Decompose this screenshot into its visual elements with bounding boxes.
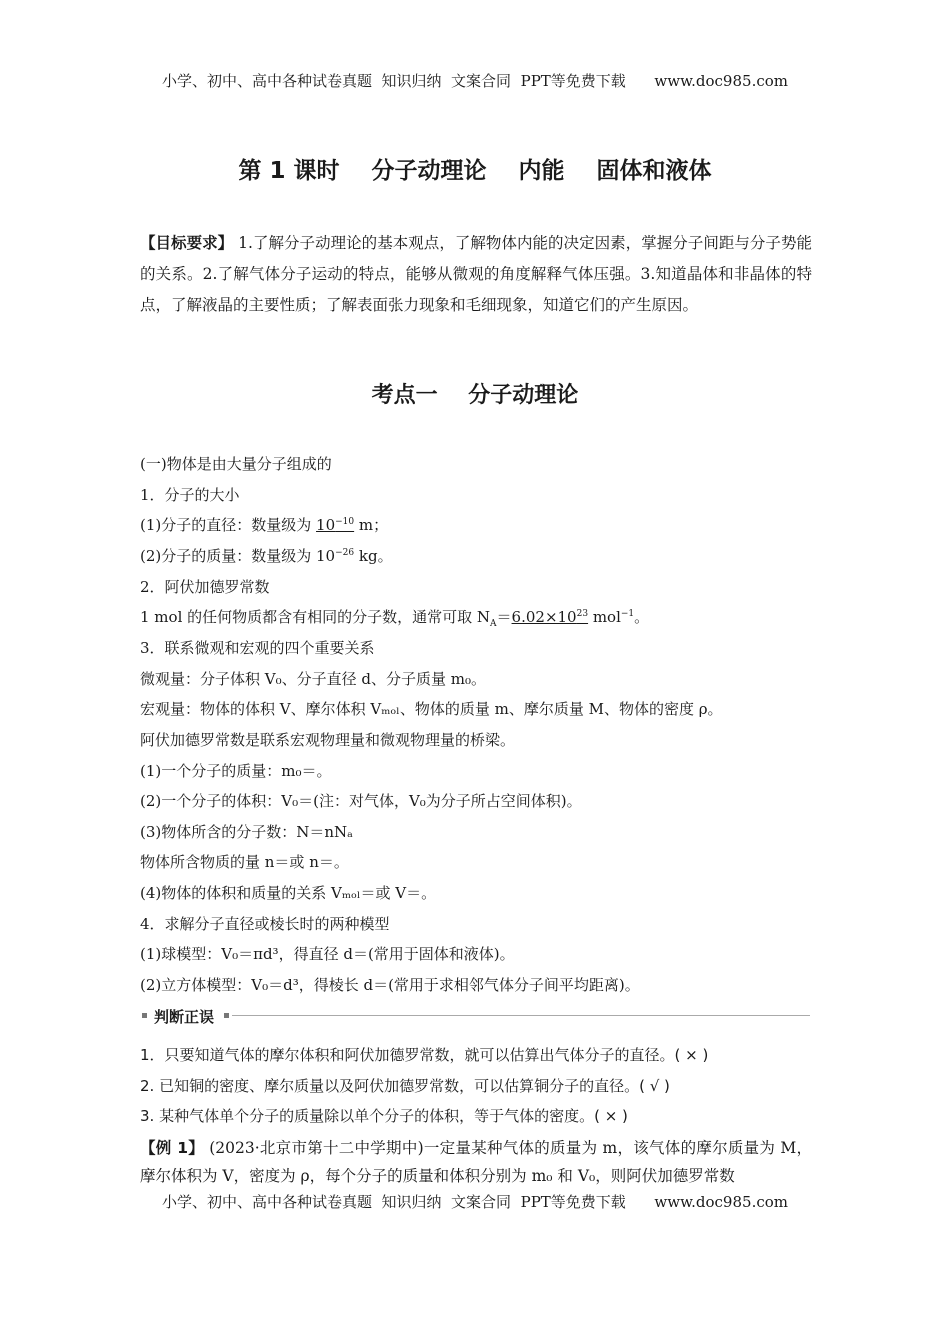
- text-line: 2．阿伏加德罗常数: [140, 578, 270, 596]
- text-line: 微观量：分子体积 V₀、分子直径 d、分子质量 m₀。: [140, 670, 486, 688]
- judge-item: 2. 已知铜的密度、摩尔质量以及阿伏加德罗常数，可以估算铜分子的直径。( √ ): [140, 1077, 670, 1095]
- example-1: [140, 1134, 812, 1190]
- example-text: (2023·北京市第十二中学期中)一定量某种气体的质量为 m，该气体的摩尔质量为 M，摩尔体积为 V，密度为 ρ，每个分子的质量和体积分别为 m₀ 和 V₀，则阿伏加德罗常数: [140, 1139, 812, 1185]
- goals-label: 【目标要求】: [140, 234, 234, 252]
- text-line: 阿伏加德罗常数是联系宏观物理量和微观物理量的桥梁。: [140, 731, 516, 749]
- learning-goals: [140, 228, 812, 321]
- text-line: (2)一个分子的体积：V₀＝(注：对气体，V₀为分子所占空间体积)。: [140, 792, 582, 810]
- lesson-title: 第 1 课时 分子动理论 内能 固体和液体: [238, 158, 712, 184]
- text-line: (1)分子的直径：数量级为 $10^{-10}$ m；: [140, 516, 389, 534]
- divider: [232, 1015, 810, 1016]
- text-line: (一)物体是由大量分子组成的: [140, 455, 332, 473]
- goals-text: 1.了解分子动理论的基本观点，了解物体内能的决定因素，掌握分子间距与分子势能的关系。2.了解气体分子运动的特点，能够从微观的角度解释气体压强。3.知道晶体和非晶体的特点，了解液晶的主要性质；了解表面张力现象和毛细现象，知道它们的产生原因。: [140, 234, 812, 314]
- page-footer: 小学、初中、高中各种试卷真题 知识归纳 文案合同 PPT等免费下载 www.doc985.com: [161, 1193, 788, 1211]
- text-line: 4．求解分子直径或棱长时的两种模型: [140, 915, 390, 933]
- text-line: (1)一个分子的质量：m₀＝。: [140, 762, 332, 780]
- answer-blank: $6.02\times 10^{23}$: [511, 608, 589, 626]
- section-title: 考点一 分子动理论: [371, 383, 579, 408]
- example-label: 【例 1】: [140, 1139, 205, 1157]
- text-line: 3．联系微观和宏观的四个重要关系: [140, 639, 375, 657]
- text-line: 1 mol 的任何物质都含有相同的分子数，通常可取 $N_A=6.02\times 10^{23}$ mol$^{-1}$。: [140, 608, 650, 629]
- judge-item: 3. 某种气体单个分子的质量除以单个分子的体积，等于气体的密度。( × ): [140, 1107, 628, 1125]
- text-line: 1．分子的大小: [140, 486, 240, 504]
- judge-header: [140, 1006, 810, 1026]
- text-line: (3)物体所含的分子数：N＝nNₐ: [140, 823, 353, 841]
- text-line: (4)物体的体积和质量的关系 Vₘₒₗ＝或 V＝。: [140, 884, 437, 902]
- judge-item: 1．只要知道气体的摩尔体积和阿伏加德罗常数，就可以估算出气体分子的直径。( × ): [140, 1046, 709, 1064]
- square-bullet-icon: [142, 1013, 147, 1018]
- text-line: 物体所含物质的量 n＝或 n＝。: [140, 853, 349, 871]
- text-line: (2)立方体模型：V₀＝d³，得棱长 d＝(常用于求相邻气体分子间平均距离)。: [140, 976, 640, 994]
- text-line: 宏观量：物体的体积 V、摩尔体积 Vₘₒₗ、物体的质量 m、摩尔质量 M、物体的密度 ρ。: [140, 700, 723, 718]
- page-header: 小学、初中、高中各种试卷真题 知识归纳 文案合同 PPT等免费下载 www.doc985.com: [161, 72, 788, 90]
- judge-label: 判断正误: [154, 1008, 215, 1026]
- square-bullet-icon: [224, 1013, 229, 1018]
- text-line: (1)球模型：V₀＝πd³，得直径 d＝(常用于固体和液体)。: [140, 945, 515, 963]
- answer-blank: $10^{-10}$: [316, 516, 355, 534]
- text-line: (2)分子的质量：数量级为 $10^{-26}$ kg。: [140, 547, 393, 565]
